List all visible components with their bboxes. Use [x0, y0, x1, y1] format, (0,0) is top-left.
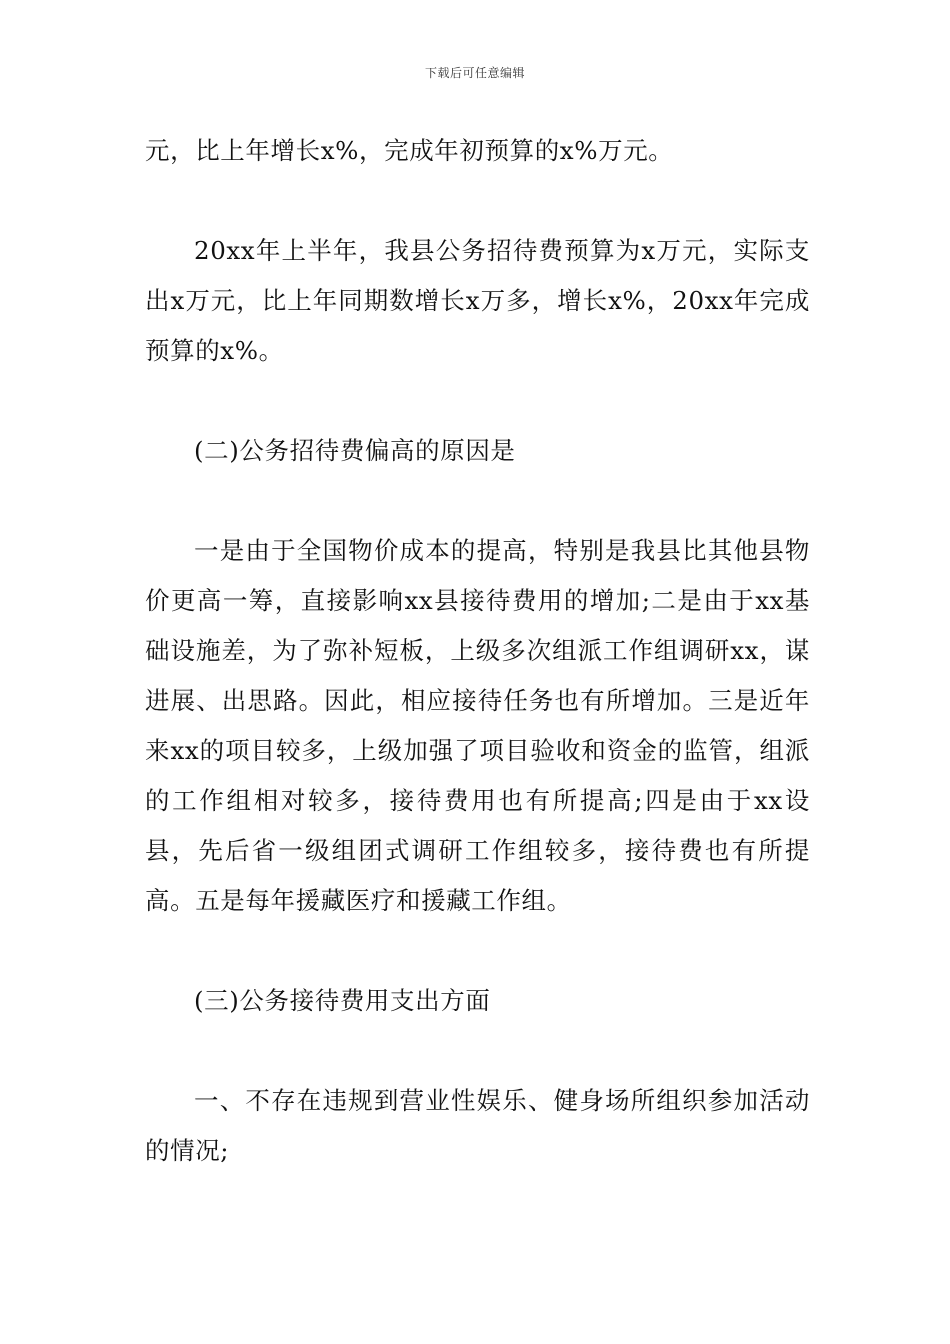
paragraph-gap	[145, 176, 810, 226]
paragraph-reasons: 一是由于全国物价成本的提高，特别是我县比其他县物价更高一筹，直接影响xx县接待费用的增加;二是由于xx基础设施差，为了弥补短板，上级多次组派工作组调研xx，谋进展、出思路。因此，相应接待任务也有所增加。三是近年来xx的项目较多，上级加强了项目验收和资金的监管，组派的工作组相对较多，接待费用也有所提高;四是由于xx设县，先后省一级组团式调研工作组较多，接待费也有所提高。五是每年援藏医疗和援藏工作组。	[145, 536, 810, 915]
section-heading-expenditure: (三)公务接待费用支出方面	[194, 986, 491, 1015]
paragraph-continuation: 元，比上年增长x%，完成年初预算的x%万元。	[145, 136, 674, 165]
paragraph-budget: 20xx年上半年，我县公务招待费预算为x万元，实际支出x万元，比上年同期数增长x万多，增长x%，20xx年完成预算的x%。	[145, 236, 810, 365]
paragraph-gap	[145, 926, 810, 976]
paragraph-gap	[145, 1026, 810, 1076]
paragraph-gap	[145, 376, 810, 426]
paragraph-gap	[145, 476, 810, 526]
document-body	[145, 126, 810, 1176]
paragraph-item-one: 一、不存在违规到营业性娱乐、健身场所组织参加活动的情况;	[145, 1086, 810, 1165]
section-heading-reasons: (二)公务招待费偏高的原因是	[194, 436, 516, 465]
page-header: 下载后可任意编辑	[424, 66, 525, 80]
